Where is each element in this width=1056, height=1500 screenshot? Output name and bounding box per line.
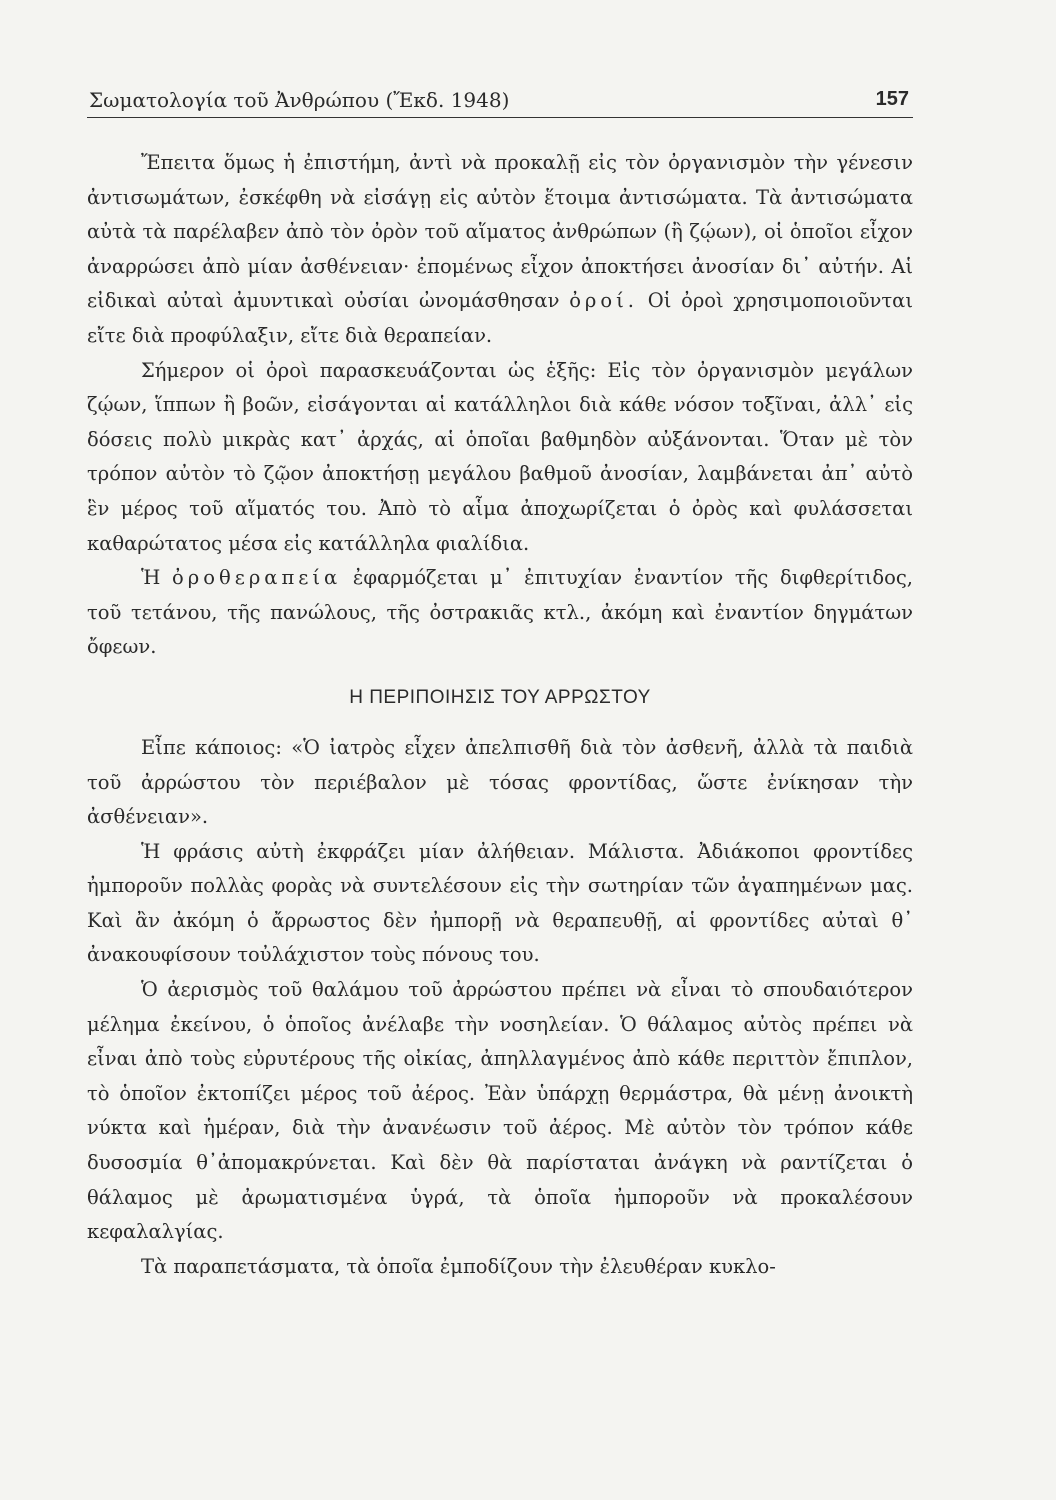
paragraph-text: Οἱ ὀροὶ χρησιμοποιοῦνται εἴτε διὰ προφύλαξιν, εἴτε διὰ θεραπείαν. — [87, 289, 913, 347]
header-rule — [87, 117, 913, 118]
paragraph-curtains: Τὰ παραπετάσματα, τὰ ὁποῖα ἐμποδίζουν τὴν ἐλευθέραν κυκλο- — [141, 1254, 776, 1278]
paragraph-quote: Εἶπε κάποιος: «Ὁ ἰατρὸς εἶχεν ἀπελπισθῆ διὰ τὸν ἀσθενῆ, ἀλλὰ τὰ παιδιὰ τοῦ ἀρρώστου τὸν περιέβαλον μὲ τόσας φροντίδας, ὥστε ἐνίκησαν τὴν ἀσθένειαν». — [87, 735, 913, 829]
paragraph-text: ἐφαρμόζεται μ᾽ ἐπιτυχίαν ἐναντίον τῆς διφθερίτιδος, τοῦ τετάνου, τῆς πανώλους, τῆς ὀστρακιᾶς κτλ., ἀκόμη καὶ ἐναντίον δηγμάτων ὄφεων. — [87, 566, 913, 659]
paragraph-serum-preparation: Σήμερον οἱ ὀροὶ παρασκευάζονται ὡς ἑξῆς: Εἰς τὸν ὀργανισμὸν μεγάλων ζῴων, ἵππων ἢ βοῶν, εἰσάγονται αἱ κατάλληλοι διὰ κάθε νόσον τοξῖναι, ἀλλ᾽ εἰς δόσεις πολὺ μικρὰς κατ᾽ ἀρχάς, αἱ ὁποῖαι βαθμηδὸν αὐξάνονται. Ὅταν μὲ τὸν τρόπον αὐτὸν τὸ ζῷον ἀποκτήσῃ μεγάλου βαθμοῦ ἀνοσίαν, λαμβάνεται ἀπ᾽ αὐτὸ ἓν μέρος τοῦ αἵματός του. Ἀπὸ τὸ αἷμα ἀποχωρίζεται ὁ ὀρὸς καὶ φυλάσσεται καθαρώτατος μέσα εἰς κατάλληλα φιαλίδια. — [87, 358, 913, 555]
section-heading: Η ΠΕΡΙΠΟΙΗΣΙΣ ΤΟΥ ΑΡΡΩΣΤΟΥ — [349, 686, 651, 708]
paragraph-care: Ἡ φράσις αὐτὴ ἐκφράζει μίαν ἀλήθειαν. Μάλιστα. Ἀδιάκοποι φροντίδες ἠμποροῦν πολλὰς φορὰς νὰ συντελέσουν εἰς τὴν σωτηρίαν τῶν ἀγαπημένων μας. Καὶ ἂν ἀκόμη ὁ ἄρρωστος δὲν ἠμπορῇ νὰ θεραπευθῇ, αἱ φροντίδες αὐταὶ θ᾽ ἀνακουφίσουν τοὐλάχιστον τοὺς πόνους του. — [87, 839, 913, 967]
paragraph-serotherapy — [87, 561, 913, 665]
page-number: 157 — [875, 88, 909, 110]
paragraph-text: Ἔπειτα ὅμως ἡ ἐπιστήμη, ἀντὶ νὰ προκαλῇ εἰς τὸν ὀργανισμὸν τὴν γένεσιν ἀντισωμάτων, ἐσκέφθη νὰ εἰσάγῃ εἰς αὐτὸν ἕτοιμα ἀντισώματα. Τὰ ἀντισώματα αὐτὰ τὰ παρέλαβεν ἀπὸ τὸν ὀρὸν τοῦ αἵματος ἀνθρώπων (ἢ ζῴων), οἱ ὁποῖοι εἶχον ἀναρρώσει ἀπὸ μίαν ἀσθένειαν· ἐπομένως εἶχον ἀποκτήσει ἀνοσίαν δι᾽ αὐτήν. Αἱ εἰδικαὶ αὐταὶ ἀμυντικαὶ οὐσίαι ὠνομάσθησαν — [87, 151, 913, 313]
paragraph-ventilation: Ὁ ἀερισμὸς τοῦ θαλάμου τοῦ ἀρρώστου πρέπει νὰ εἶναι τὸ σπουδαιότερον μέλημα ἐκείνου, ὁ ὁποῖος ἀνέλαβε τὴν νοσηλείαν. Ὁ θάλαμος αὐτὸς πρέπει νὰ εἶναι ἀπὸ τοὺς εὐρυτέρους τῆς οἰκίας, ἀπηλλαγμένος ἀπὸ κάθε περιττὸν ἔπιπλον, τὸ ὁποῖον ἐκτοπίζει μέρος τοῦ ἀέρος. Ἐὰν ὑπάρχῃ θερμάστρα, θὰ μένῃ ἀνοικτὴ νύκτα καὶ ἡμέραν, διὰ τὴν ἀνανέωσιν τοῦ ἀέρος. Μὲ αὐτὸν τὸν τρόπον κάθε δυσοσμία θ᾽ἀπομακρύνεται. Καὶ δὲν θὰ παρίσταται ἀνάγκη νὰ ραντίζεται ὁ θάλαμος μὲ ἀρωματισμένα ὑγρά, τὰ ὁποῖα ἠμποροῦν νὰ προκαλέσουν κεφαλαλγίας. — [87, 978, 913, 1244]
running-header — [87, 78, 913, 118]
body-text — [87, 146, 913, 1284]
emphasized-term: ὀροί. — [569, 289, 638, 313]
emphasized-term: ὀροθεραπεία — [172, 566, 342, 590]
paragraph-antibodies — [87, 146, 913, 354]
running-title: Σωματολογία τοῦ Ἀνθρώπου (Ἔκδ. 1948) — [89, 88, 510, 112]
book-page — [87, 78, 913, 1284]
paragraph-text: Ἡ — [141, 566, 161, 590]
